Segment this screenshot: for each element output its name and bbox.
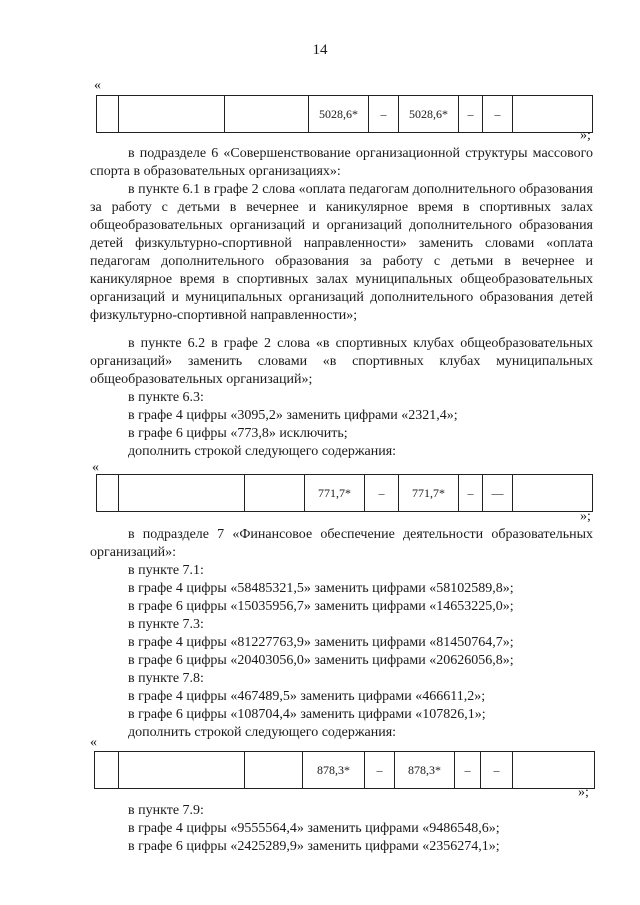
text-line: в пункте 7.1: (128, 563, 204, 578)
table-cell: 5028,6* (309, 96, 369, 133)
table-cell: – (455, 752, 481, 789)
table-cell (225, 96, 309, 133)
text-line: в графе 4 цифры «467489,5» заменить цифрами «466611,2»; (128, 689, 486, 704)
quote-open-3: « (90, 735, 97, 750)
table-cell (95, 752, 119, 789)
page-number: 14 (312, 42, 328, 58)
text-line: дополнить строкой следующего содержания: (128, 725, 397, 740)
paragraph-subsection-6: в подразделе 6 «Совершенствование организационной структуры массового спорта в образовательных организациях»: (90, 146, 593, 179)
table-cell: 5028,6* (399, 96, 459, 133)
table-cell: 878,3* (395, 752, 455, 789)
table-row (97, 475, 593, 512)
table-cell: – (483, 96, 513, 133)
table-cell: 878,3* (303, 752, 365, 789)
table-cell (513, 752, 595, 789)
text-line: в графе 4 цифры «9555564,4» заменить цифрами «9486548,6»; (128, 821, 500, 836)
quote-open-2: « (92, 460, 99, 475)
table-cell: – (365, 475, 399, 512)
text-line: в графе 6 цифры «108704,4» заменить цифрами «107826,1»; (128, 707, 486, 722)
quote-close-1: »; (580, 128, 591, 143)
text-line: в пункте 7.3: (128, 617, 204, 632)
text-line: в пункте 7.8: (128, 671, 204, 686)
table-cell (97, 96, 119, 133)
amendment-table-2 (96, 474, 593, 512)
table-cell: – (481, 752, 513, 789)
text-line: в графе 4 цифры «3095,2» заменить цифрами «2321,4»; (128, 408, 458, 423)
text-line: в графе 4 цифры «81227763,9» заменить цифрами «81450764,7»; (128, 635, 514, 650)
table-row (95, 752, 595, 789)
table-cell: – (459, 96, 483, 133)
text-line: в графе 6 цифры «773,8» исключить; (128, 426, 348, 441)
text-line: в пункте 6.3: (128, 390, 204, 405)
table-cell: – (459, 475, 483, 512)
paragraph-subsection-7: в подразделе 7 «Финансовое обеспечение деятельности образовательных организаций»: (90, 527, 593, 560)
table-cell (119, 96, 225, 133)
table-cell (119, 475, 245, 512)
paragraph-item-6-1: в пункте 6.1 в графе 2 слова «оплата педагогам дополнительного образования за работу с детьми в вечернее и каникулярное время в спортивных залах общеобразовательных организаций и организаций дополнительного образования детей физкультурно-спортивной направленности» заменить словами «оплата педагогам дополнительного образования за работу с детьми в вечернее и каникулярное время в спортивных залах муниципальных общеобразовательных организаций и муниципальных организаций дополнительного образования детей физкультурно-спортивной направленности»; (90, 182, 593, 323)
table-cell (97, 475, 119, 512)
table-cell: – (369, 96, 399, 133)
text-line: в пункте 7.9: (128, 803, 204, 818)
table-row (97, 96, 593, 133)
text-line: в графе 6 цифры «2425289,9» заменить цифрами «2356274,1»; (128, 839, 500, 854)
table-cell (119, 752, 245, 789)
quote-close-2: »; (580, 509, 591, 524)
text-line: в графе 6 цифры «20403056,0» заменить цифрами «20626056,8»; (128, 653, 514, 668)
amendment-table-1 (96, 95, 593, 133)
text-line: дополнить строкой следующего содержания: (128, 444, 397, 459)
table-cell: — (483, 475, 513, 512)
table-cell (513, 475, 593, 512)
quote-close-3: »; (578, 785, 589, 800)
table-cell: – (365, 752, 395, 789)
text-line: в графе 6 цифры «15035956,7» заменить цифрами «14653225,0»; (128, 599, 514, 614)
table-cell: 771,7* (305, 475, 365, 512)
table-cell: 771,7* (399, 475, 459, 512)
paragraph-item-6-2: в пункте 6.2 в графе 2 слова «в спортивных клубах общеобразовательных организаций» заменить словами «в спортивных клубах муниципальных общеобразовательных организаций»; (90, 336, 593, 387)
table-cell (513, 96, 593, 133)
table-cell (245, 475, 305, 512)
table-cell (245, 752, 303, 789)
quote-open-1: « (94, 78, 101, 93)
text-line: в графе 4 цифры «58485321,5» заменить цифрами «58102589,8»; (128, 581, 514, 596)
amendment-table-3 (94, 751, 595, 789)
